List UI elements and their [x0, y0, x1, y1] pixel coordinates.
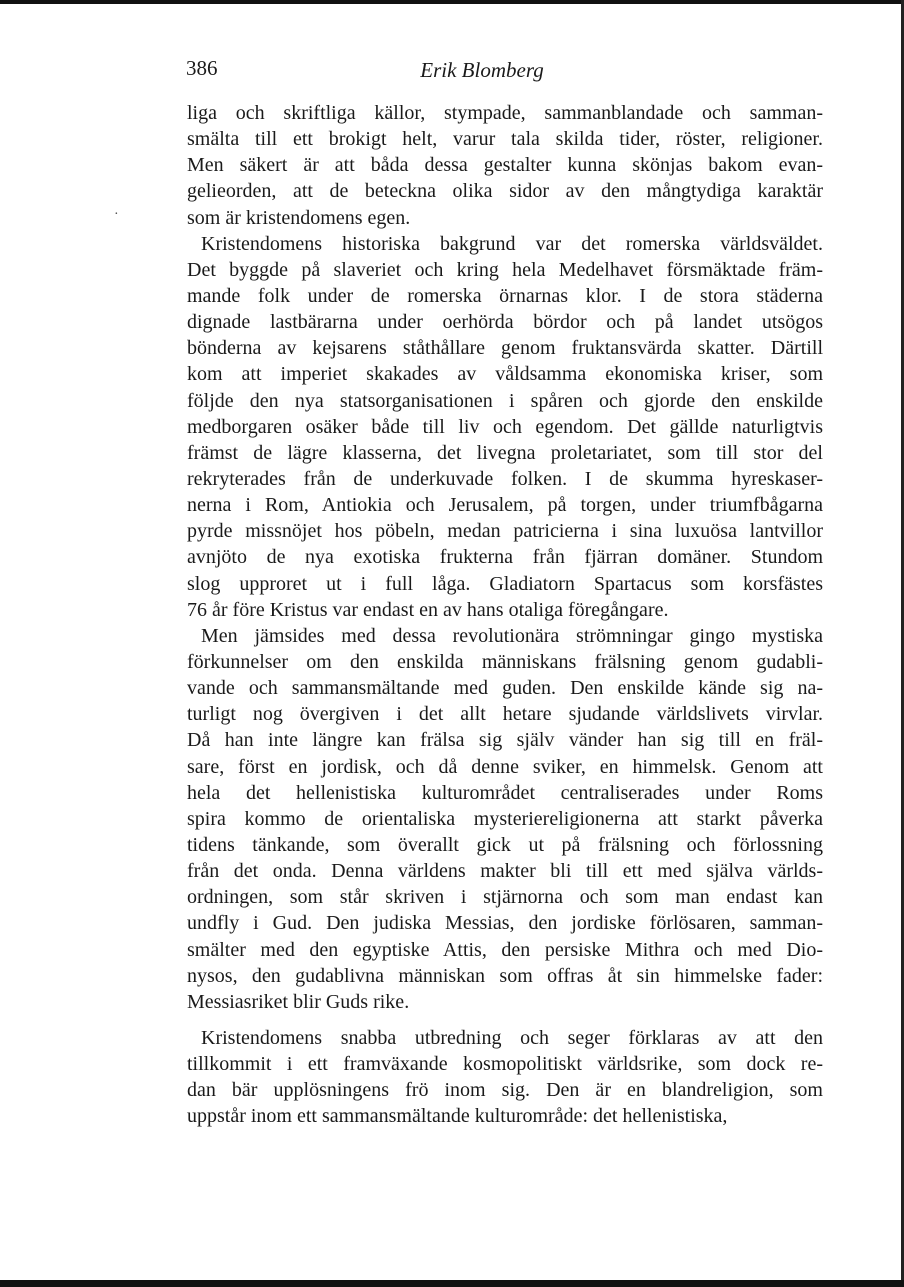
- text-line: smälta till ett brokigt helt, varur tala skilda tider, röster, religioner.: [187, 128, 823, 151]
- text-line: Det byggde på slaveriet och kring hela Medelhavet försmäktade främ-: [187, 258, 823, 281]
- text-line: uppstår inom ett sammansmältande kulturområde: det hellenistiska,: [187, 1105, 728, 1128]
- text-line: gelieorden, att de beteckna olika sidor av den mångtydiga karaktär: [187, 180, 823, 203]
- paragraph: [187, 100, 823, 231]
- text-line: kom att imperiet skakades av våldsamma ekonomiska kriser, som: [187, 363, 823, 386]
- text-line: turligt nog övergiven i det allt hetare sjudande världslivets virvlar.: [187, 703, 823, 726]
- text-line: Men säkert är att båda dessa gestalter kunna skönjas bakom evan-: [187, 154, 823, 177]
- text-line: nysos, den gudablivna människan som offras åt sin himmelske fader:: [187, 964, 823, 987]
- paragraph: [187, 623, 823, 1015]
- stray-mark: ·: [114, 207, 119, 222]
- text-line: förkunnelser om den enskilda människans frälsning genom gudabli-: [187, 650, 823, 673]
- text-line: avnjöto de nya exotiska frukterna från fjärran domäner. Stundom: [187, 546, 823, 569]
- text-line: pyrde missnöjet hos pöbeln, medan patricierna i sina luxuösa lantvillor: [187, 520, 823, 543]
- text-line: som är kristendomens egen.: [187, 206, 411, 229]
- text-line: medborgaren osäker både till liv och egendom. Det gällde naturligtvis: [187, 415, 823, 438]
- text-line: dignade lastbärarna under oerhörda bördor och på landet utsögos: [187, 311, 823, 334]
- text-line: 76 år före Kristus var endast en av hans otaliga föregångare.: [187, 598, 669, 621]
- text-line: främst de lägre klasserna, det livegna proletariatet, som till stor del: [187, 441, 823, 464]
- running-title: Erik Blomberg: [420, 58, 544, 82]
- text-line: undfly i Gud. Den judiska Messias, den jordiske förlösaren, samman-: [187, 912, 823, 935]
- text-line: vande och sammansmältande med guden. Den enskilde kände sig na-: [187, 677, 823, 700]
- text-line: mande folk under de romerska örnarnas klor. I de stora städerna: [187, 284, 823, 307]
- text-line: slog upproret ut i full låga. Gladiatorn Spartacus som korsfästes: [187, 572, 823, 595]
- text-line: rekryterades från de underkuvade folken. I de skumma hyreskaser-: [187, 467, 823, 490]
- text-line: smälter med den egyptiske Attis, den persiske Mithra och med Dio-: [187, 938, 823, 961]
- paragraph: [187, 1025, 823, 1130]
- text-line: Men jämsides med dessa revolutionära strömningar gingo mystiska: [201, 624, 823, 647]
- text-line: tillkommit i ett framväxande kosmopolitiskt världsrike, som dock re-: [187, 1053, 823, 1076]
- scan-bottom-edge: [0, 1280, 904, 1287]
- text-line: tidens tänkande, som överallt gick ut på frälsning och förlossning: [187, 833, 823, 856]
- body-text: [187, 100, 823, 1129]
- text-line: Då han inte längre kan frälsa sig själv vänder han sig till en fräl-: [187, 729, 823, 752]
- paragraph-gap: [187, 1015, 823, 1025]
- text-line: hela det hellenistiska kulturområdet centraliserades under Roms: [187, 781, 823, 804]
- text-line: Kristendomens historiska bakgrund var det romerska världsväldet.: [201, 232, 823, 255]
- text-line: sare, först en jordisk, och då denne sviker, en himmelsk. Genom att: [187, 755, 823, 778]
- text-line: Kristendomens snabba utbredning och seger förklaras av att den: [201, 1026, 823, 1049]
- text-line: dan bär upplösningens frö inom sig. Den är en blandreligion, som: [187, 1079, 823, 1102]
- text-line: spira kommo de orientaliska mysteriereligionerna att starkt påverka: [187, 807, 823, 830]
- text-line: bönderna av kejsarens ståthållare genom fruktansvärda skatter. Därtill: [187, 337, 823, 360]
- paragraph: [187, 231, 823, 623]
- scan-top-edge: [0, 0, 904, 4]
- text-line: från det onda. Denna världens makter bli till ett med själva världs-: [187, 860, 823, 883]
- text-line: följde den nya statsorganisationen i spåren och gjorde den enskilde: [187, 389, 823, 412]
- text-line: Messiasriket blir Guds rike.: [187, 990, 410, 1013]
- text-line: liga och skriftliga källor, stympade, sammanblandade och samman-: [187, 102, 823, 124]
- text-line: ordningen, som står skriven i stjärnorna och som man endast kan: [187, 886, 823, 909]
- text-line: nerna i Rom, Antiokia och Jerusalem, på torgen, under triumfbågarna: [187, 494, 823, 517]
- page-number: 386: [186, 56, 218, 80]
